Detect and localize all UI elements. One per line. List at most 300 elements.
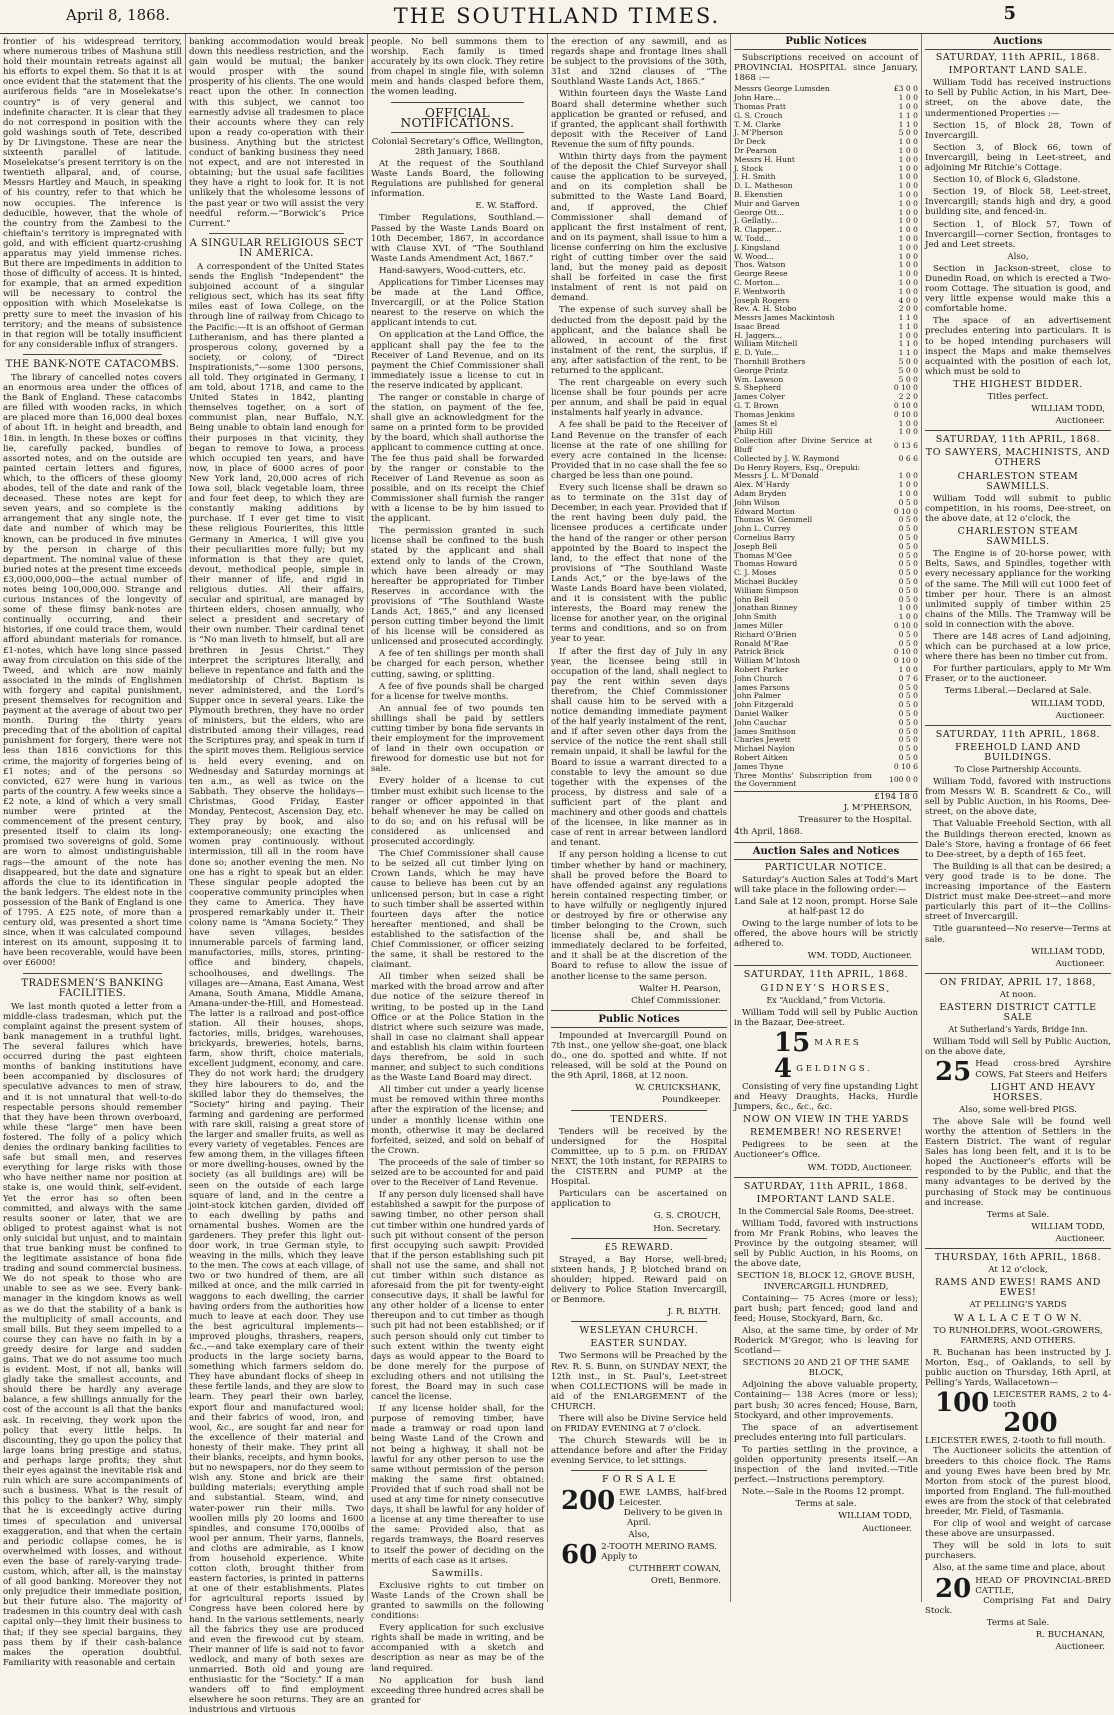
subscriber-name: Muir and Garven (734, 198, 800, 208)
subscriber-name: Ronald M’Rae (734, 638, 789, 648)
subscriber-name: J. Kingsland (734, 242, 780, 252)
subscription-amount: 0 5 0 (898, 708, 918, 718)
signature: J. M’PHERSON, (843, 803, 912, 814)
notice-paragraph: If any person holding a license to cut timber whether by hand or machinery, shall be proved before the Board to have offended against any regulations herein contained respecting timber, or to have wilfully or negligently injured or destroyed by fire or otherwise any timber belonging to the Crown, such license shall be, and shall be immediately declared to be forfeited, and it shall be at the discretion of the Board to refuse to allow the issue of another license to the same person. (551, 850, 727, 982)
subscription-amount: 0 5 0 (898, 700, 918, 710)
subscription-amount: 0 5 0 (898, 541, 918, 551)
signature-title: Chief Commissioner. (631, 995, 721, 1006)
notice-subheading: SECTIONS 20 AND 21 OF THE SAME BLOCK, (742, 1358, 910, 1379)
church-notice: Two Sermons will be Preached by the Rev. R. S. Bunn, on SUNDAY NEXT, the 12th inst., in St. Paul’s, Leet-street when COLLECTIONS will be made in aid of the ENLARGEMENT of the CHURCH. (551, 1351, 727, 1412)
notice-paragraph: A fee of ten shillings per month shall be charged for each person, whether cutting, sawing, or splitting. (371, 649, 544, 680)
notice-paragraph: Also, at the same time and place, about (933, 1563, 1106, 1574)
subscription-amount: 0 5 0 (898, 524, 918, 534)
notice-paragraph: No application for bush land exceeding three hundred acres shall be granted for (371, 1675, 544, 1706)
divider (925, 973, 1111, 974)
article-paragraph: We last month quoted a letter from a middle-class tradesman, which put the complaint against the present system of bank management in a truthful light. The several failures which have occurred during the past eighteen months of banking institutions have been accompanied by disclosures of speculative advances to men of straw, and it is not unnatural that well-to-do respectable persons should remember that they have been thrown overboard, while these “large” men have been fostered. The folly of a policy which denies the ordinary banking facilities to safe but small men, and reserves everything for large risks with those who have neither name nor position at stake is, one would think, self-evident. Yet the error has so often been committed, and always with the same results sooner or later, that we are obliged to protest against what is not only suicidal but unjust, and to maintain that true banking must be confined to the legitimate assistance of bona fide trading and sound commercial business. We do not speak to those who are unable to see as we see. Every bank-manager in the kingdom knows as well as we do that the stability of a bank is the multiplicity of small accounts, and small bills. But they seem impelled to a course they can have no faith in by a greedy desire for large and sudden gains. That we do not assume too much is evident. Most, if not all, banks will gladly take the smallest accounts, and should there be hardly any average balance, a few shillings annually for the cost of the account is all that the banks ask. In receiving, they work upon the policy that every little helps. In discounting, they go upon the policy that large loans bring prestige and status, and perhaps large profits; they shut their eyes against the inevitable risk and ruin which are sure accompaniments of such a business. What is the result of this policy to the banker? Why, simply that he is exceedingly active during times of speculation and universal exaggeration, and that when the certain and periodic collapse comes, he is overwhelmed with losses, and without even the base of rarely-varying trade-custom, which, after all, is the mainstay of all good banking. Moreover they not only prejudice their immediate position, but their future also. The majority of tradesmen in this country deal with cash capital only—they limit their business to that; if they see special bargains, they pass them by if their cash-balance makes the operation doubtful. Familiarity with reasonable and certain (3, 1001, 182, 1668)
notice-subheading: Ex “Auckland,” from Victoria. (766, 995, 886, 1005)
sale-line (925, 1057, 1111, 1088)
sale-note: Also, (628, 1529, 650, 1540)
subscription-amount: 4 0 0 (898, 295, 918, 305)
notice-paragraph: Terms at Sale. (986, 1209, 1050, 1220)
subscription-amount: 1 0 0 (898, 225, 918, 235)
notice-paragraph: the erection of any sawmill, and as regards shape and frontage lines shall be subject to the provisions of the 30th, 31st and 32nd clauses of “The Southland Waste Lands Act, 1865.” (551, 37, 727, 88)
subscription-amount: 2 0 0 (898, 304, 918, 314)
divider (571, 1110, 707, 1111)
subscription-amount: 5 0 0 (898, 365, 918, 375)
subscription-amount: 1 0 0 (898, 233, 918, 243)
subscriber-name: H. Jaggers... (734, 330, 783, 340)
notice-paragraph: Terms Liberal.—Declared at Sale. (944, 686, 1092, 697)
notice-heading: F O R S A L E (601, 1474, 677, 1486)
notice-paragraph: Every such license shall be drawn so as to terminate on the 31st day of December, in each year. Provided that if the rent having been duly paid, the licensee produces a certificate under the hand of the ranger or other person appointed by the Board to inspect the land, to the effect that none of the provisions of “The Southland Waste Lands Act,” or the bye-laws of the Waste Lands Board have been violated, and it is consistent with the public interests, the Board may renew the license for another year, on the original terms and conditions, and so on from year to year. (551, 483, 727, 645)
article-heading: THE BANK-NOTE CATACOMBS. (5, 358, 180, 370)
signature-title: Poundkeeper. (661, 1095, 721, 1106)
subscriber-name: C. Morton... (734, 277, 781, 287)
subscriber-name: Jonathan Binney (734, 603, 798, 613)
notice-paragraph: The Building is all that can be desired; a very good trade is to be done. The increasing importance of the Eastern District must make Dee-street—and more particularly this part of it—the Collins-street of Invercargill. (925, 861, 1111, 923)
subscriber-name: J. M’Pherson (734, 128, 783, 138)
subscriber-name: Thomas W. Gemmell (734, 515, 813, 525)
column-6 (922, 34, 1114, 1653)
subscriber-name: James Colyer (734, 392, 785, 402)
notice-subheading: REMEMBER! NO RESERVE! (749, 1127, 903, 1139)
subscriber-name: John Church (734, 673, 783, 683)
subscriber-name: Joseph Rogers (734, 295, 790, 305)
sale-quantity: 100 (935, 1388, 990, 1419)
subscriber-name: J. Gellatly... (734, 216, 778, 226)
subscriber-name: William Mitchell (734, 339, 798, 349)
article-paragraph: A correspondent of the United States sends the English “Independent” the subjoined account of a singular religious sect, which has its seat fifty miles east of Iowa College, on the through line of railway from Chicago to the Pacific:—It is an offshoot of German Lutheranism, and has there planted a prosperous colony, governed by a society, or colony, of “Direct Inspirationists,”—some 1300 persons, all told. They originated in Germany, I am told, about 1718, and came to the United States in 1842, planting themselves together, on a sort of communist plan, near Buffalo, N.Y. Being unable to obtain land enough for their purposes in that vicinity, they began to remove to Iowa, a process which occupied ten years, and have now, in place of 6000 acres of poor New York land, 20,000 acres of rich Iowa soil, black vegetable loam, three and four feet deep, to which they are constantly making additions by purchase. If I ever get time to visit these religious Fourierites, this little Germany in America, I will give you their peculiarities more fully; but my information is that they are quiet, devout, methodical people, simple in their manner of life, and rigid in religious duties. All their affairs, secular and spiritual, are managed by thirteen elders, chosen annually, who select a president and secretary of their own number. Their cardinal tenet is “No man liveth to himself, but all are brethren in Jesus Christ.” They interpret the scriptures literally, and believe in repentance and faith and the mediatorship of Christ. Baptism is never administered, and the Lord’s Supper once in several years. Like the Plymouth brethren, they have no order of ministers, but the elders, who are distributed among their villages, read the Scriptures pray, and speak in turn if the spirit moves them. Religious service is held every evening, and on Wednesday and Saturday mornings at ten a.m., as well as twice on the Sabbath. They observe the holidays—Christmas, Good Friday, Easter Monday, Pentecost, Ascension Day, etc. They pray by book, and also extemporaneously; one exacting the women pray continuously. without intermission, till all in the room have done so; another evening the men. No one has a right to speak but an elder. These singular people adopted the cooperative community principles when they came to America. They have prospered remarkably under it. Their colony name is “Amana Society.” They have seven villages, besides innumerable parcels of farming land, manufactories, mills, stores, printing-office and bindery, chapels, schoolhouses, and dwellings. The villages are—Amana, East Amana, West Amana, South Amana, Middle Amana, Amana-under-the-Hill, and Homestead. The latter is a railroad and post-office station. All their houses, shops, factories, mills, bridges, warehouses, brickyards, breweries, hotels, barns, farm, show thrift, choice materials, excellent judgment, economy, and care. They do not work hard; the drudgery they hire labourers to do, and the skilled labor they do themselves, the “Society” hiring and paying. Their farming and gardening are performed with rare skill, raising a great store of the larger and smaller fruits, as well as every variety of vegetables. Fences are few among them, in the villages fifteen or more dwelling-houses, owned by the society (as all buildings are) will be seen on the outside of each large square of land, and in the centre a joint-stock kitchen garden, divided off to each dwelling by paths and ornamental bushes. Women are the gardeners. They prefer this light out-door work, in true German style, to weaving in the mills, which they leave to the men. The cows at each village, of two or two hundred of them, are all milked at once, and the milk carried in waggons to each dwelling, the carrier having orders from the authorities how much to leave at each door. They use the best agricultural implements—improved ploughs, thrashers, reapers, &c.,—and take exemplary care of their products in the large society barns, something which farmers seldom do. They have abundant flocks of sheep in these fertile lands, and they are slow to learn. They pearl their own barley, export flour and manufactured wool; and their fabrics of wood, iron, and wool, &c., are sought far and near for the excellence of their material and honesty of their make. They print all their blanks, receipts, and hymn books, but no newspapers, nor do they seem to wish any. Stone and brick are their building materials; everything ample and substantial. Steam, wind, and water-power run their mills. Two woollen mills ply 20 looms and 1600 spindles, and consume 170,000lbs of wool per annum. Their yarns, flannels, and cloths are admirable, as I know from household experience. White cotton cloth, brought thither from eastern factories, is printed in patterns at one of their establishments. Plates for agricultural reports issued by Congress have been colored here by hand. In the various settlements, nearly all the fabrics they use are produced and even the firewood cut by steam. Their manner of life is said not to favor wedlock, and many of both sexes are unmarried. Both old and young are enthusiastic for the “Society.” If a man wanders off to find employment elsewhere he soon returns. They are an industrious and virtuous (189, 261, 364, 1715)
subscriber-name: Michael Buckley (734, 577, 798, 586)
notice-paragraph: Section 1, of Block 57, Town of Invercargill—corner Section, frontages to Jed and Leet streets. (925, 219, 1111, 250)
subscriber-name: Wm. Lawson (734, 374, 784, 384)
subscriber-name: Rev. A. H. Stobo (734, 304, 797, 314)
notice-subheading: In the Commercial Sale Rooms, Dee-street. (738, 1206, 914, 1216)
subscription-amount: 0 10 0 (893, 656, 918, 666)
notice-paragraph: Section 15, of Block 28, Town of Invercargill. (925, 120, 1111, 141)
subscription-amount: 0 13 6 (893, 440, 918, 450)
notice-paragraph: Adjoining the above valuable property, Containing— 138 Acres (more or less); part bush; 30 acres fenced; House, Barn, Stockyard, and other improvements. (734, 1380, 918, 1421)
subscription-amount: 1 0 0 (898, 286, 918, 296)
subscription-amount: 1 0 0 (898, 101, 918, 111)
subscriber-name: Messrs James Mackintosh (734, 313, 835, 323)
sale-quantity: 4 (774, 1053, 793, 1084)
subscription-amount: 0 5 0 (898, 594, 918, 604)
subscriber-name: Collected by J. W. Raymond (734, 453, 840, 463)
subscription-amount: 0 5 0 (898, 691, 918, 701)
subscriber-name: Dr Pearson (734, 145, 777, 155)
subscription-amount: 1 0 0 (898, 471, 918, 481)
subscription-amount: 0 5 0 (898, 629, 918, 639)
column-2 (186, 34, 368, 1715)
column-4 (548, 34, 731, 1602)
subscriber-name: Thomas Howard (734, 559, 798, 569)
signature: R. BUCHANAN, (1035, 1630, 1105, 1641)
impound-notice: Impounded at Invercargill Pound on 7th inst., one yellow she-goat, one black do., one do. spotted and white. If not released, will be sold at the Pound on the 9th April, 1868, at 12 noon. (551, 1030, 727, 1082)
divider (925, 1248, 1111, 1249)
church-notice: The Church Stewards will be in attendance before and after the Friday evening Service, to let sittings. (551, 1436, 727, 1467)
subscriber-name: Michael Naylon (734, 744, 795, 754)
subscription-amount: 0 10 0 (893, 409, 918, 419)
notice-heading: IMPORTANT LAND SALE. (948, 65, 1088, 77)
notice-subheading: TO RUNHOLDERS, WOOL-GROWERS, FARMERS, AND OTHERS. (933, 1325, 1103, 1346)
subscriber-name: Patrick Brick (734, 647, 785, 657)
signature: CUTHBERT COWAN, (628, 1564, 721, 1575)
sale-line (925, 1573, 1111, 1604)
date-heading: ON FRIDAY, APRIL 17, 1868, (939, 976, 1097, 988)
signature-title: Auctioneer. (1055, 1642, 1105, 1653)
subscriber-name: George Reese (734, 269, 788, 279)
notice-paragraph: That Valuable Freehold Section, with all the Buildings thereon erected, known as Dale’s Store, having a frontage of 66 feet to Dee-street, by a depth of 165 feet. (925, 819, 1111, 860)
sale-note: Delivery to be given in April. (623, 1507, 723, 1528)
notice-subheading: Sawmills. (431, 1567, 484, 1579)
date-heading: SATURDAY, 11th APRIL, 1868. (935, 52, 1101, 64)
divider (391, 132, 524, 133)
notice-paragraph: The Engine is of 20-horse power, with Belts, Saws, and Spindles, together with every necessary appliance for the working of the same. The Mill will cut 1000 feet of timber per hour. There is an almost unlimited supply of timber within 25 chains of the Mills. The Tramway will be sold in connection with the above. (925, 549, 1111, 630)
subscription-amount: 0 6 6 (898, 453, 918, 463)
subscription-amount: 100 0 0 (889, 774, 918, 784)
subscriber-name: Charles Jewett (734, 735, 791, 745)
divider (551, 1010, 727, 1011)
subscriber-name: G. S. Crouch (734, 110, 783, 120)
notice-heading: EASTERN DISTRICT CATTLE SALE (939, 1001, 1097, 1024)
notice-paragraph: R. Buchanan has been instructed by J. Morton, Esq., of Oaklands, to sell by public auction on Thursday, 16th April, at Pelling’s Yards, Wallacetown— (925, 1347, 1111, 1389)
subscriber-name: E. D. Yule... (734, 348, 779, 358)
divider (734, 965, 918, 966)
subscription-amount: 0 5 0 (898, 638, 918, 648)
subscription-amount: 1 0 0 (898, 137, 918, 147)
subscriber-name: John Hare... (734, 93, 781, 103)
notice-heading: IMPORTANT LAND SALE. (756, 1193, 896, 1205)
section-heading: Public Notices (551, 1015, 727, 1028)
notice-paragraph: Applications for Timber Licenses may be made at the Land Office, Invercargill, or at the Police Station nearest to the reserve on which the applicant intends to cut. (371, 277, 544, 329)
subscription-amount: 0 5 0 (898, 752, 918, 762)
notice-paragraph: The ranger or constable in charge of the station, on payment of the fee, shall give an acknowledgment for the same on a printed form to be provided by the board, which shall authorise the applicant to commence cutting at once. The fee thus paid shall be forwarded by the ranger or constable to the Receiver of Land Revenue as soon as possible, and on its receipt the Chief Commissioner shall furnish the ranger with a license to be by him issued to the applicant. (371, 393, 544, 525)
table-row (734, 772, 918, 790)
notice-paragraph: William Todd, favored with instructions from Messrs W. B. Scandrett & Co., will sell by Public Auction, in his Rooms, Dee-street, on the above date, (925, 777, 1111, 818)
notice-paragraph: There are 148 acres of Land adjoining, which can be purchased at a low price, where there has been no timber cut from. (925, 631, 1111, 663)
date-heading: SATURDAY, 11th APRIL, 1868. (935, 434, 1101, 446)
notice-paragraph: Section 19, of Block 58, Leet-street, Invercargill; stands high and dry, a good building site, and fenced-in. (925, 187, 1111, 218)
notice-paragraph: Also, some well-bred PIGS. (959, 1104, 1077, 1115)
notice-heading: RAMS AND EWES! RAMS AND EWES! (935, 1277, 1101, 1299)
notice-subheading: Hand-sawyers, Wood-cutters, etc. (379, 265, 526, 276)
subscription-amount: 5 0 0 (898, 357, 918, 367)
subscriber-name: Thomas M’Gee (734, 550, 792, 560)
notice-paragraph: Every application for such exclusive rights shall be made in writing, and be accompanied with a sketch and description as near as may be of the land required. (371, 1623, 544, 1674)
subscription-amount: 1 1 0 (898, 339, 918, 349)
notice-paragraph: If any person duly licensed shall have established a sawpit for the purpose of sawing timber, no other person shall cut timber within one hundred yards of such pit without consent of the person first occupying such sawpit: Provided that if the person establishing such pit shall not use the same, and shall not cut timber within such distance as aforesaid from the pit for twenty-eight consecutive days, it shall be lawful for any other holder of a license to enter thereupon and to cut timber as though such pit had not been established; or if such person should only cut timber to such extent within the twenty eight days as would appear to the Board to be done merely for the purpose of excluding others and not utilising the forest, the Board may in such case cancel the license. (371, 1190, 544, 1403)
notice-subheading: LIGHT AND HEAVY HORSES. (990, 1081, 1096, 1103)
dateline: 4th April, 1868. (734, 827, 803, 838)
subscription-amount: 1 1 0 (898, 110, 918, 120)
sale-item: 2-TOOTH MERINO RAMS. (601, 1542, 718, 1553)
subscriber-name: Philip Hill (734, 427, 773, 437)
notice-paragraph: The proceeds of the sale of timber so seized are to be accounted for and paid over to the Receiver of Land Revenue. (371, 1157, 544, 1189)
tender-notice: Particulars can be ascertained on application to (551, 1189, 727, 1210)
article-paragraph: people. No bell summons them to worship. Each family is timed accurately by its own clock. They retire from chapel in single file, with solemn mein and hands clasped before them, the women leading. (371, 37, 544, 98)
subscriber-name: Collection after Divine Service at Bluff (734, 436, 872, 455)
signature: J. R. BLYTH. (667, 1307, 721, 1318)
signature-title: Auctioneer. (862, 1523, 912, 1534)
subscription-amount: 0 5 0 (898, 515, 918, 525)
sale-quantity: 20 (935, 1573, 972, 1604)
table-row (734, 437, 918, 455)
sale-note: Apply to (601, 1552, 638, 1563)
signature: Walter H. Pearson, (639, 983, 721, 994)
subscription-amount: 1 0 0 (898, 154, 918, 164)
subscriber-name: W. Wood... (734, 251, 774, 261)
subscription-amount: 1 0 0 (898, 418, 918, 428)
subscriber-name: R. Clapper... (734, 225, 782, 235)
subscriber-name: William M’Intosh (734, 656, 801, 666)
sale-quantity: 200 (561, 1485, 616, 1516)
date-heading: SATURDAY, 11th APRIL, 1868. (743, 969, 909, 981)
notice-paragraph: All timber cut under a yearly license must be removed within three months after the expiration of the license; and under a monthly license within one month, otherwise it may be declared forfeited, seized, and sold on behalf of the Crown. (371, 1085, 544, 1156)
notice-paragraph: A fee shall be paid to the Receiver of Land Revenue on the transfer of each license at the rate of one shilling for every acre contained in the license: Provided that in no case shall the fee so charged be less than one pound. (551, 420, 727, 481)
subscriber-name: D. L. Matheson (734, 181, 793, 191)
notice-paragraph: William Todd, favored with instructions from Mr Frank Robins, who leaves the Province by the outgoing steamer, will sell by Public Auction, in his Rooms, on the above date, (734, 1218, 918, 1270)
notice-paragraph: Timber Regulations, Southland.—Passed by the Waste Lands Board on 10th December, 1867, in accordance with Clause XVI. of “The Southland Waste Lands Amendment Act, 1867.” (371, 213, 544, 264)
subscriber-name: J. Stock (734, 163, 763, 173)
notice-paragraph: Within thirty days from the payment of the deposit the Chief Surveyor shall cause the application to be surveyed, and on its completion shall be submitted to the Waste Land Board, and, if approved, the Chief Commissioner shall demand of applicant the first instalment of rent, and on its payment, shall issue to him a license conferring on him the exclusive right of cutting timber over the said land, but the money paid as deposit shall be forfeited in case the first instalment of rent is not paid on demand. (551, 152, 727, 304)
notice-paragraph: Section 3, of Block 66, town of Invercargill, being in Leet-street, and adjoining Mr Ritchie’s Cottage. (925, 142, 1111, 174)
subscription-amount: 1 0 0 (898, 427, 918, 437)
signature-title: Treasurer to the Hospital. (798, 815, 912, 826)
notice-paragraph: The expense of such survey shall be deducted from the deposit paid by the applicant, and the balance shall be allowed, in account of the first instalment of the rent, the surplus, if any, after satisfaction of the rent, to be returned to the applicant. (551, 305, 727, 376)
notice-paragraph: The permission granted in such license shall be confined to the bush stated by the applicant and shall extend only to lands of the Crown, which have been already or may hereafter be appropriated for Timber Reserves in accordance with the provisions of “The Southland Waste Lands Act, 1865,” and any licensed person cutting timber beyond the limit of his license will be considered as unlicensed and prosecuted accordingly. (371, 526, 544, 648)
notice-heading: TENDERS. (610, 1113, 668, 1125)
notice-paragraph: Every holder of a license to cut timber must exhibit such license to the ranger or officer appointed in that behalf whenever he may be called on to do so; and on his refusal will be considered as unlicensed and prosecuted accordingly. (371, 776, 544, 848)
signature: WILLIAM TODD, (1031, 698, 1105, 709)
notice-paragraph: Terms at sale. (795, 1499, 857, 1510)
subscriber-name: James St el (734, 418, 778, 428)
subscription-amount: 1 0 0 (898, 251, 918, 261)
notice-paragraph: Section 10, of Block 6, Gladstone. (933, 175, 1081, 186)
subscriber-name: C. J. Moses (734, 568, 777, 578)
subscription-amount: 1 0 0 (898, 172, 918, 182)
sale-line (764, 1053, 918, 1084)
subscription-amount: £3 0 0 (893, 84, 918, 94)
notice-subheading: THE HIGHEST BIDDER. (953, 378, 1083, 390)
subscriber-name: Robert Parker (734, 664, 789, 674)
subscriber-name: John Smith (734, 612, 777, 622)
divider (571, 1321, 707, 1322)
subscription-amount: 1 0 0 (898, 242, 918, 252)
notice-paragraph: For clip of wool and weight of carcase these above are unsurpassed. (925, 1519, 1111, 1540)
notice-subheading: CHARLESTON STEAM SAWMILLS. (957, 526, 1079, 548)
subscriber-name: Robert Aitken (734, 752, 788, 762)
article-continuation: frontier of his widespread territory, where numerous tribes of Mashuna still hold their mountain retreats against all his efforts to expel them. So that it is at once evident that the statement that the auriferous fields “are in Moselekatse’s country” is of very general and indefinite character. It is clear that they do not correspond in position with the gold washings south of Tete, described by Dr Livingstone. These are near the sixteenth parallel of latitude. Moselekatse’s present territory is on the twentieth allparal, and, of course, Messrs Hartley and Mauch, in speaking of his country, refer to that which he now occupies. The inference is deducible, however, that the whole of the country from the Zambesi to the chieftain’s territory is impregnated with gold, and with efficient quartz-crushing apparatus may yield immense riches. But there are impediments in addition to those of difficulty of access. It is hinted, for example, that an armed expedition will be necessary to control the opposition with which Moselekatse is pretty sure to meet the invasion of his territory; and the means of subsistence in that region will be totally insufficient for any considerable influx of strangers. (3, 37, 182, 350)
notice-paragraph: Exclusive rights to cut timber on Waste Lands of the Crown shall be granted to sawmills on the following conditions: (371, 1580, 544, 1622)
subscriber-name: W. Todd... (734, 233, 772, 243)
subscription-amount: 5 0 0 (898, 374, 918, 384)
subscription-amount: 1 0 0 (898, 93, 918, 103)
notice-paragraph: Saturday’s Auction Sales at Todd’s Mart will take place in the following order:— (734, 874, 918, 895)
subscription-amount: 0 5 0 (898, 744, 918, 754)
subscription-amount: 1 0 0 (898, 330, 918, 340)
sale-quantity: 60 (561, 1540, 598, 1571)
subscriber-name: Cornelius Barry (734, 533, 796, 543)
sale-line (925, 1388, 1111, 1419)
subscriber-name: Thomas Pratt (734, 101, 786, 111)
notice-paragraph: An annual fee of two pounds ten shillings shall be paid by settlers cutting timber by bona fide servants in their employment for the improvement of land in their own occupation or firewood for domestic use but not for sale. (371, 703, 544, 775)
subscription-amount: 0 10 6 (893, 761, 918, 771)
subscription-amount: 1 0 0 (898, 489, 918, 499)
subscription-amount: 1 0 0 (898, 216, 918, 226)
article-heading: A SINGULAR RELIGIOUS SECT IN AMERICA. (189, 237, 364, 259)
subscription-amount: 1 1 0 (898, 348, 918, 358)
divider (734, 842, 918, 843)
subscription-amount: 1 1 0 (898, 321, 918, 331)
notice-paragraph: Pedigrees to be seen at the Auctioneer’s Office. (734, 1140, 918, 1161)
signature-title: Auctioneer. (1055, 1233, 1105, 1244)
sale-item: Head cross-bred Ayrshire COWS, Fat Steers and Heifers (975, 1059, 1111, 1080)
sale-item: LEICESTER EWES, 2-tooth to full mouth. (925, 1436, 1106, 1447)
divider (925, 430, 1111, 431)
date-heading: THURSDAY, 16th APRIL, 1868. (934, 1252, 1102, 1264)
dateline: Colonial Secretary’s Office, Wellington, 28th January, 1868. (371, 136, 544, 157)
notice-paragraph: Title guaranteed—No reserve—Terms at sale. (925, 924, 1111, 945)
signature: WILLIAM TODD, (1031, 1221, 1105, 1232)
subscription-amount: 0 10 0 (893, 383, 918, 393)
subscriber-name: Messrs H. Hunt (734, 154, 795, 164)
subscriber-name: G. T. Brown (734, 401, 779, 411)
notice-subheading: At 12 o’clock, (988, 1265, 1048, 1276)
notice-subheading: CHARLESTON STEAM SAWMILLS. (957, 470, 1079, 492)
subscription-amount: 1 0 0 (898, 181, 918, 191)
subscription-amount: 1 1 0 (898, 313, 918, 323)
subscriber-name: Daniel Walker (734, 708, 789, 718)
page-columns (0, 34, 1114, 1715)
notice-paragraph: William Todd will submit to public competition, in his rooms, Dee-street, on the above date, at 12 o’clock, the (925, 493, 1111, 524)
divider (571, 1238, 707, 1239)
subscriber-name: George Printz (734, 365, 788, 375)
notice-paragraph: At the request of the Southland Waste Lands Board, the following Regulations are published for general information. (371, 158, 544, 200)
subscription-total: £194 18 0 (734, 791, 918, 802)
divider (23, 354, 162, 355)
notice-paragraph: The space of an advertisement precludes entering into particulars. It is to be hoped intending purchasers will inspect the Maps and make themselves acquainted with the position of each lot, which must be sold to (925, 316, 1111, 377)
subscriber-name: Alex. M’Hardy (734, 480, 790, 490)
subscriber-name: F. Wentworth (734, 286, 786, 296)
notice-paragraph: On application at the Land Office, the applicant shall pay the fee to the Receiver of Land Revenue, and on its payment the Chief Commissioner shall immediately issue a license to cut in the reserve indicated by applicant. (371, 330, 544, 391)
subscription-amount: 1 0 0 (898, 189, 918, 199)
subscription-amount: 1 0 0 (898, 145, 918, 155)
subscription-amount: 0 10 0 (893, 647, 918, 657)
subscription-amount: 1 0 0 (898, 277, 918, 287)
subscriber-name: Edward Morton (734, 506, 795, 516)
notice-paragraph: William Todd will sell by Public Auction in the Bazaar, Dee-street. (734, 1007, 918, 1028)
notice-paragraph: Owing to the large number of lots to be offered, the above hours will be strictly adhered to. (734, 919, 918, 950)
subscription-amount: 0 10 0 (893, 620, 918, 630)
notice-paragraph: The Auctioneer solicits the attention of breeders to this choice flock. The Rams and young Ewes have been bred by Mr. Morton from stock of the purest blood, imported from England. The full-mouthed ewes are from the stock of that celebrated breeder, Mr. Field, of Tasmania. (925, 1446, 1111, 1517)
column-5 (731, 34, 922, 1602)
signature: WILLIAM TODD, (1031, 404, 1105, 415)
subscription-table (734, 85, 918, 789)
subscriber-name: Adam Bryden (734, 489, 787, 499)
subscriber-name: George Ott... (734, 207, 785, 217)
subscription-amount: 1 0 0 (898, 664, 918, 674)
notice-paragraph: Land Sale at 12 noon, prompt. Horse Sale at half-past 12 do (734, 896, 918, 917)
subscription-amount: 0 5 0 (898, 682, 918, 692)
section-heading: Auction Sales and Notices (734, 847, 918, 860)
subscriber-name: Messrs George Lumsden (734, 84, 830, 94)
notice-paragraph: Also, at the same time, by order of Mr Roderick M’Gregor, who is leaving for Scotland— (734, 1325, 918, 1357)
subscription-amount: 0 5 0 (898, 726, 918, 736)
signature: E. W. Stafford. (475, 201, 538, 212)
notice-paragraph: To parties settling in the province, a golden opportunity presents itself.—An inspection of the land invited.—Title perfect.—Instructions peremptory. (734, 1444, 918, 1486)
section-heading: Auctions (925, 37, 1111, 50)
subscription-amount: 1 0 0 (898, 163, 918, 173)
subscriber-name: James Smithson (734, 726, 796, 736)
notice-heading: WESLEYAN CHURCH. (579, 1325, 699, 1337)
divider (209, 233, 344, 234)
subscription-amount: 0 5 0 (898, 559, 918, 569)
subscriber-name: John L. Currey (734, 524, 791, 534)
subscriber-name: John Wilson (734, 497, 780, 507)
notice-paragraph: The space of an advertisement precludes entering into full particulars. (734, 1422, 918, 1443)
subscriber-name: John Fitzgerald (734, 700, 794, 710)
signature: WM. TODD, Auctioneer. (807, 951, 912, 962)
notice-paragraph: Containing— 75 Acres (more or less); part bush; part fenced; good land and feed; House, Stockyard, Barn, &c. (734, 1293, 918, 1324)
article-paragraph: banking accommodation would break down this needless restriction, and the gain would be mutual; the banker would prosper with the sound prosperity of his clients. The one would react upon the other. In connection with this subject, we cannot too earnestly advise all tradesmen to place their accounts where they can rely upon a ready co-operation with their business. Anything but the strictest conduct of banking business they need not expect, and are not interested in obtaining; but the usual safe facilities they have a right to look for. It is not unlikely that the wholesome lessons of the past year or two will assist the very needful reform.—“Borwick’s Price Current.” (189, 37, 364, 229)
notice-paragraph: Note.—Sale in the Rooms 12 prompt. (742, 1487, 905, 1498)
subscriber-name: Dr Deck (734, 137, 766, 147)
subscriber-name: William Simpson (734, 585, 799, 595)
subscriber-name: Joseph Bell (734, 541, 778, 551)
subscriber-name: John Bell (734, 594, 769, 604)
subscription-amount: 1 0 0 (898, 269, 918, 279)
sale-item: EWE LAMBS, half-bred Leicester. (619, 1487, 727, 1508)
subscription-amount: 0 7 6 (898, 673, 918, 683)
subscriber-name: Isaac Bread (734, 321, 780, 331)
notice-subheading: W A L L A C E T O W N. (953, 1312, 1083, 1324)
notice-paragraph: A fee of five pounds shall be charged for a license for twelve months. (371, 681, 544, 702)
sale-item: HEAD OF PROVINCIAL-BRED CATTLE, (975, 1575, 1111, 1596)
signature: WILLIAM TODD, (838, 1511, 912, 1522)
divider (23, 973, 162, 974)
notice-heading: TO SAWYERS, MACHINISTS, AND OTHERS (925, 447, 1111, 469)
subscriber-name: John Palmer (734, 691, 781, 701)
reward-notice: Strayed, a Bay Horse, well-bred; sixteen hands, J P, blotched brand on shoulder; hipped. Reward paid on delivery to Police Station Invercargill, or Benmore. (551, 1254, 727, 1306)
subscriber-name: Thos. Watson (734, 260, 786, 270)
column-3 (368, 34, 548, 1706)
divider (571, 1470, 707, 1471)
signature-title: Auctioneer. (1055, 416, 1105, 427)
notice-subheading: To Close Partnership Accounts. (954, 765, 1082, 774)
subscriber-name: John Cauchar (734, 717, 787, 727)
signature: G. S. CROUCH, (653, 1211, 721, 1222)
sale-quantity: 25 (935, 1057, 972, 1088)
subscription-amount: 1 1 0 (898, 119, 918, 129)
notice-paragraph: For further particulars, apply to Mr Wm Fraser, or to the auctioneer. (925, 664, 1111, 685)
subscription-amount: 1 0 0 (898, 480, 918, 490)
divider (391, 102, 524, 103)
signature-title: Hon. Secretary. (653, 1223, 721, 1234)
notice-paragraph: Terms at Sale. (986, 1617, 1050, 1628)
subscription-amount: 0 5 0 (898, 497, 918, 507)
subscription-amount: 1 0 0 (898, 207, 918, 217)
issue-date: April 8, 1868. (66, 6, 170, 24)
subscriber-name: J. H. Smith (734, 172, 776, 182)
subscription-amount: 2 2 0 (898, 392, 918, 402)
sale-item: LEICESTER RAMS, 2 to 4-tooth (993, 1390, 1111, 1411)
notice-paragraph: William Todd will Sell by Public Auction, on the above date, (925, 1037, 1111, 1058)
subscription-amount: 1 0 0 (898, 603, 918, 613)
article-paragraph: The library of cancelled notes covers an enormous area under the offices of the Bank of England. These catacombs are filled with wooden racks, in which are placed more than 16,000 deal boxes of about 1ft. in height and breadth, and 18in. in length. In these boxes or coffins lie, carefully packed, bundles of assorted notes, and on the outside are painted certain letters and figures, which, to the officers of these gloomy abodes, tell of the date and rank of the deceased. These notes are kept for seven years, and so complete is the arrangement that any single note, the date and number of which may be known, can be produced in five minutes by the person in charge of this department. The nominal value of these buried notes at the present time exceeds £3,000,000,000—the actual number of notes being 100,000,000. Strange and curious instances of the longevity of some of these flimsy bank-notes are continually occurring, and their histories, if one could trace them, would afford abundant materials for romance. £1-notes, which have long since passed away from circulation on this side of the Tweed, and which are now mainly associated in the minds of Englishmen with forgery and capital punishment, present themselves for recognition and payment at the average of about two per month. During the thirty years preceding that of the abolition of capital punishment for forgery, there were not less than 1816 convictions for this crime, the majority of forgeries being of £1 notes; and of the persons so convicted, 627 were hung in various parts of the country. A few weeks since a £2 note, a kind of which a very small number were printed at the commencement of the present century, presented itself to claim its long-promised two sovereigns of gold. Some are worn to almost undistinguishable rags—the amount of the note has disappeared, but the date and signature affords the clue to its identification in the bank ledgers. The eldest note in the possession of the Bank of England is one of 1795. A £25 note, of more than a century old, was presented a short time since, when it was calculated compound interest on its amount, supposing it to have been recoverable, would have been over £6000! (3, 373, 182, 969)
page-number: 5 (1003, 3, 1016, 24)
subscription-amount: 0 5 0 (898, 585, 918, 595)
